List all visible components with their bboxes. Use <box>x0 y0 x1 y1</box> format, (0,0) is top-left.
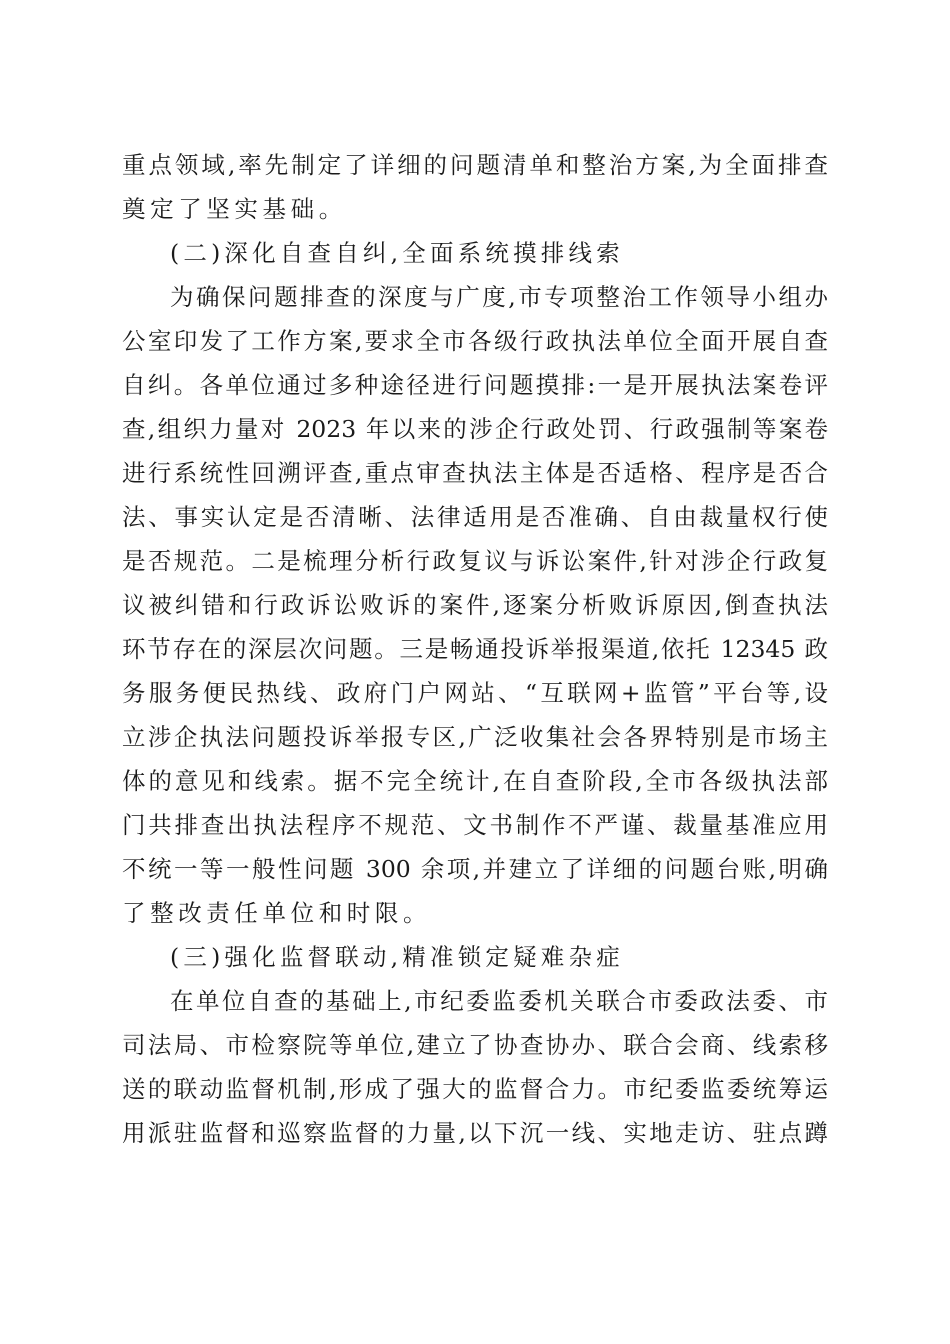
body-text-line: 为确保问题排查的深度与广度,市专项整治工作领导小组办 <box>170 283 828 311</box>
body-text-line: 环节存在的深层次问题。三是畅通投诉举报渠道,依托 12345 政 <box>122 635 828 663</box>
body-text-line: 奠定了坚实基础。 <box>122 195 347 223</box>
body-text-line: 进行系统性回溯评查,重点审查执法主体是否适格、程序是否合 <box>122 459 828 487</box>
body-text-line: 重点领域,率先制定了详细的问题清单和整治方案,为全面排查 <box>122 151 828 179</box>
body-text-line: 不统一等一般性问题 300 余项,并建立了详细的问题台账,明确 <box>122 855 828 883</box>
body-text-line: 公室印发了工作方案,要求全市各级行政执法单位全面开展自查 <box>122 327 828 355</box>
body-text-line: 自纠。各单位通过多种途径进行问题摸排:一是开展执法案卷评 <box>122 371 828 399</box>
body-text-line: 了整改责任单位和时限。 <box>122 899 432 927</box>
body-text-line: 门共排查出执法程序不规范、文书制作不严谨、裁量基准应用 <box>122 811 828 839</box>
body-text-line: 司法局、市检察院等单位,建立了协查协办、联合会商、线索移 <box>122 1031 828 1059</box>
section-heading: (二)深化自查自纠,全面系统摸排线索 <box>170 239 624 267</box>
body-text-line: 用派驻监督和巡察监督的力量,以下沉一线、实地走访、驻点蹲 <box>122 1119 828 1147</box>
body-text-line: 法、事实认定是否清晰、法律适用是否准确、自由裁量权行使 <box>122 503 828 531</box>
body-text-line: 是否规范。二是梳理分析行政复议与诉讼案件,针对涉企行政复 <box>122 547 828 575</box>
body-text-line: 送的联动监督机制,形成了强大的监督合力。市纪委监委统筹运 <box>122 1075 828 1103</box>
body-text-line: 议被纠错和行政诉讼败诉的案件,逐案分析败诉原因,倒查执法 <box>122 591 828 619</box>
section-heading: (三)强化监督联动,精准锁定疑难杂症 <box>170 943 624 971</box>
body-text-line: 立涉企执法问题投诉举报专区,广泛收集社会各界特别是市场主 <box>122 723 828 751</box>
body-text-line: 在单位自查的基础上,市纪委监委机关联合市委政法委、市 <box>170 987 828 1015</box>
body-text-line: 查,组织力量对 2023 年以来的涉企行政处罚、行政强制等案卷 <box>122 415 828 443</box>
body-text-line: 务服务便民热线、政府门户网站、“互联网+监管”平台等,设 <box>122 679 829 707</box>
body-text-line: 体的意见和线索。据不完全统计,在自查阶段,全市各级执法部 <box>122 767 828 795</box>
